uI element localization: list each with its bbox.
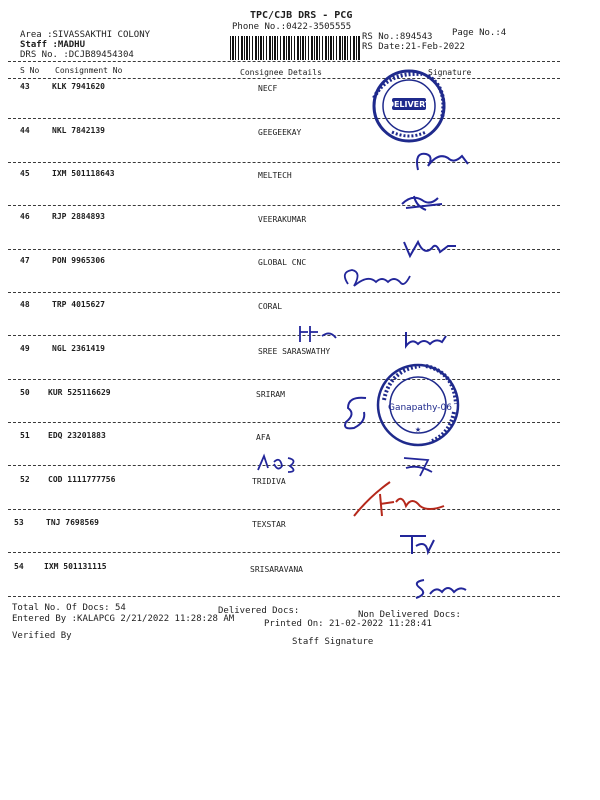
- row-consignee: MELTECH: [258, 171, 292, 180]
- row-consignment: NGL 2361419: [52, 344, 105, 353]
- col-signature: Signature: [428, 68, 472, 77]
- row-consignment: IXM 501131115: [44, 562, 107, 571]
- delivery-stamp: [356, 66, 462, 146]
- row-sno: 50: [20, 388, 30, 397]
- verified-by: Verified By: [12, 631, 72, 641]
- svg-text:Ganapathy-06: Ganapathy-06: [387, 403, 453, 413]
- row-divider: [8, 335, 560, 336]
- row-consignee: NECF: [258, 84, 278, 93]
- row-sno: 45: [20, 169, 30, 178]
- row-divider: [8, 379, 560, 380]
- entered-by: Entered By :KALAPCG 2/21/2022 11:28:28 AM: [12, 614, 235, 624]
- row-consignee: SRISARAVANA: [250, 565, 303, 574]
- row-consignment: EDQ 23201883: [48, 431, 106, 440]
- row-divider: [8, 118, 560, 119]
- row-consignee: VEERAKUMAR: [258, 215, 307, 224]
- row-consignment: TRP 4015627: [52, 300, 105, 309]
- staff-signature-label: Staff Signature: [292, 637, 374, 647]
- signature-row-53: [396, 530, 440, 558]
- row-sno: 51: [20, 431, 30, 440]
- row-sno: 48: [20, 300, 30, 309]
- rs-date: RS Date:21-Feb-2022: [362, 42, 465, 52]
- printed-on: Printed On: 21-02-2022 11:28:41: [264, 619, 432, 629]
- row-consignee: GEEGEEKAY: [258, 128, 302, 137]
- signature-row-46: [400, 236, 460, 260]
- area-field: Area :SIVASSAKTHI COLONY: [20, 30, 151, 40]
- row-consignment: KUR 525116629: [48, 388, 111, 397]
- non-delivered-docs: Non Delivered Docs:: [358, 610, 461, 620]
- delivered-docs: Delivered Docs:: [218, 606, 300, 616]
- row-consignment: PON 9965306: [52, 256, 105, 265]
- phone-number: Phone No.:0422-3505555: [232, 22, 352, 32]
- total-docs: Total No. Of Docs: 54: [12, 603, 126, 613]
- row-consignee: TEXSTAR: [252, 520, 286, 529]
- row-sno: 43: [20, 82, 30, 91]
- row-sno: 52: [20, 475, 30, 484]
- row-consignment: RJP 2884893: [52, 212, 105, 221]
- col-consignment: Consignment No: [55, 66, 123, 75]
- row-divider: [8, 596, 560, 597]
- header-divider-bottom: [8, 78, 560, 79]
- row-sno: 49: [20, 344, 30, 353]
- row-consignee: TRIDIVA: [252, 477, 286, 486]
- signature-row-47: [338, 264, 414, 294]
- row-sno: 44: [20, 126, 30, 135]
- svg-text:DELIVERY: DELIVERY: [387, 100, 431, 109]
- signature-row-48a: [296, 322, 340, 346]
- row-sno: 54: [14, 562, 24, 571]
- row-sno: 47: [20, 256, 30, 265]
- signature-row-45: [396, 190, 450, 214]
- drs-number: DRS No. :DCJB89454304: [20, 50, 134, 60]
- row-consignment: KLK 7941620: [52, 82, 105, 91]
- row-sno: 53: [14, 518, 24, 527]
- signature-row-50: [336, 392, 380, 436]
- staff-field: Staff :MADHU: [20, 40, 86, 50]
- barcode: [230, 36, 360, 60]
- row-consignee: CORAL: [258, 302, 283, 311]
- row-consignee: SRIRAM: [256, 390, 285, 399]
- row-consignee: GLOBAL CNC: [258, 258, 307, 267]
- header-divider: [8, 61, 560, 62]
- finance-company-stamp: [368, 360, 468, 450]
- rs-number: RS No.:894543: [362, 32, 433, 42]
- row-consignment: TNJ 7698569: [46, 518, 99, 527]
- row-divider: [8, 292, 560, 293]
- row-consignment: NKL 7842139: [52, 126, 105, 135]
- row-divider: [8, 509, 560, 510]
- row-divider: [8, 205, 560, 206]
- row-consignment: IXM 501118643: [52, 169, 115, 178]
- row-divider: [8, 422, 560, 423]
- signature-row-52b: [350, 476, 450, 522]
- signature-row-54: [410, 574, 470, 602]
- signature-row-44: [412, 146, 472, 176]
- page-number: Page No.:4: [452, 28, 507, 38]
- row-divider: [8, 162, 560, 163]
- row-consignee: SREE SARASWATHY: [258, 347, 331, 356]
- signature-row-51: [254, 452, 304, 476]
- signature-row-48b: [400, 326, 450, 350]
- row-divider: [8, 552, 560, 553]
- row-consignee: AFA: [256, 433, 271, 442]
- col-sno: S No: [20, 66, 40, 75]
- row-divider: [8, 249, 560, 250]
- report-title: TPC/CJB DRS - PCG: [250, 10, 353, 21]
- row-sno: 46: [20, 212, 30, 221]
- row-consignment: COD 1111777756: [48, 475, 116, 484]
- svg-text:★: ★: [414, 424, 422, 435]
- col-consignee: Consignee Details: [240, 68, 322, 77]
